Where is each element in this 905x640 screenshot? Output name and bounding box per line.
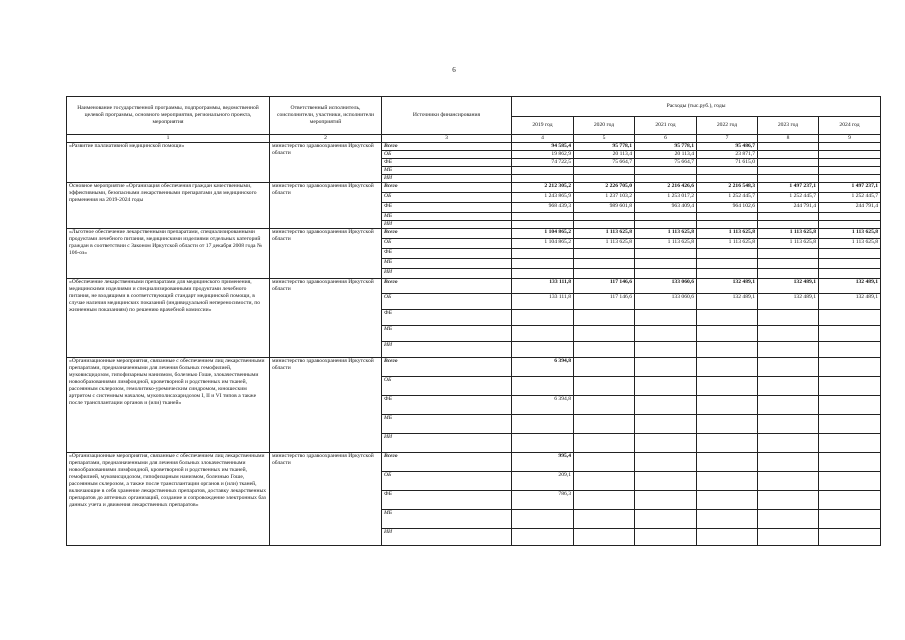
expense-value <box>697 434 758 453</box>
expense-value <box>697 175 758 183</box>
expense-value: 71 615,0 <box>697 159 758 167</box>
expense-value <box>574 342 635 358</box>
header-source: Источники финансирования <box>382 97 512 135</box>
funding-source: Всего <box>382 358 512 377</box>
expense-value <box>819 221 881 229</box>
expense-value: 132 489,1 <box>697 279 758 294</box>
expense-value <box>819 159 881 167</box>
expense-value <box>758 167 819 175</box>
funding-source: ФБ <box>382 396 512 415</box>
program-name: «Льготное обеспечение лекарственными препаратами, специализированными продуктами лечебного питания, медицинскими изделиями отдельных категорий граждан в соответствии с Законом Иркутской области от 17 декабря 2008 года № 106-оз» <box>67 229 270 279</box>
expense-value: 75 664,7 <box>574 159 635 167</box>
header-year: 2021 год <box>635 117 697 135</box>
expense-value: 6 394,8 <box>512 358 574 377</box>
expense-value <box>697 167 758 175</box>
expense-value: 95 486,7 <box>697 143 758 151</box>
expense-value <box>574 377 635 396</box>
table-row <box>67 143 881 151</box>
expense-value <box>819 167 881 175</box>
expense-value <box>574 326 635 342</box>
expense-value <box>635 453 697 472</box>
expense-value <box>635 167 697 175</box>
program-name: «Организационные мероприятия, связанные с обеспечением лиц лекарственными препаратами, предназначенными для лечения больных злокачественными новообразованиями лимфоидной, кроветворной и родственных им тканей, гемофилией, муковисцидозом, гипофизарным нанизмом, болезнью Гоше, рассеянным склерозом, а также после трансплантации органов и (или) тканей, включающие в себя хранение лекарственных препаратов, доставку лекарственных препаратов до аптечных организаций, создание и сопровождение электронных баз данных учета и движения лекарственных препаратов» <box>67 453 270 546</box>
expense-value <box>574 491 635 510</box>
expense-value <box>635 342 697 358</box>
expense-value: 74 722,5 <box>512 159 574 167</box>
expense-value: 1 113 625,8 <box>574 229 635 239</box>
expense-value <box>697 491 758 510</box>
expense-value: 132 489,1 <box>819 279 881 294</box>
expense-value <box>574 259 635 269</box>
expense-value: 2 212 305,2 <box>512 183 574 193</box>
expense-value <box>512 221 574 229</box>
expense-value: 1 237 103,2 <box>574 193 635 203</box>
header-executor: Ответственный исполнитель, соисполнители, участники, исполнители мероприятий <box>270 97 382 135</box>
expense-value: 244 791,4 <box>819 203 881 213</box>
expense-value <box>819 491 881 510</box>
column-number: 7 <box>697 135 758 143</box>
funding-source: ОБ <box>382 472 512 491</box>
expense-value <box>758 269 819 279</box>
funding-source: ФБ <box>382 249 512 259</box>
expense-value <box>758 453 819 472</box>
expense-value <box>574 529 635 546</box>
executor-cell: министерство здравоохранения Иркутской области <box>270 358 382 453</box>
table-row <box>67 183 881 193</box>
funding-source: МБ <box>382 510 512 529</box>
expense-value: 117 146,6 <box>574 279 635 294</box>
expense-value <box>635 259 697 269</box>
expense-value <box>512 310 574 326</box>
expense-value <box>697 415 758 434</box>
expense-value <box>635 472 697 491</box>
expense-value <box>635 529 697 546</box>
expense-value <box>819 259 881 269</box>
expense-value <box>819 358 881 377</box>
expense-value <box>758 143 819 151</box>
expense-value <box>697 326 758 342</box>
table-row <box>67 358 881 377</box>
header-name: Наименование государственной программы, подпрограммы, ведомственной целевой программы, основного мероприятия, регионального проекта, мероприятия <box>67 97 270 135</box>
funding-source: МБ <box>382 326 512 342</box>
expense-value: 6 394,8 <box>512 396 574 415</box>
expense-value <box>635 434 697 453</box>
expense-value: 132 489,1 <box>819 294 881 310</box>
header-year: 2023 год <box>758 117 819 135</box>
expense-value <box>819 377 881 396</box>
expense-value <box>697 221 758 229</box>
program-name: Основное мероприятие «Организация обеспечения граждан качественными, эффективными, безопасными лекарственными препаратами для медицинского применения на 2019-2024 годы <box>67 183 270 229</box>
funding-source: Всего <box>382 229 512 239</box>
expense-value <box>574 510 635 529</box>
budget-table <box>66 96 881 546</box>
funding-source: ФБ <box>382 159 512 167</box>
expense-value <box>819 434 881 453</box>
expense-value <box>697 269 758 279</box>
expense-value: 132 489,1 <box>697 294 758 310</box>
funding-source: ОБ <box>382 294 512 310</box>
expense-value <box>635 213 697 221</box>
table-body <box>67 143 881 546</box>
expense-value: 117 146,6 <box>574 294 635 310</box>
expense-value <box>574 415 635 434</box>
expense-value: 133 060,6 <box>635 294 697 310</box>
expense-value: 19 862,9 <box>512 151 574 159</box>
expense-value <box>819 151 881 159</box>
expense-value <box>635 249 697 259</box>
expense-value: 1 104 865,2 <box>512 239 574 249</box>
table-row <box>67 453 881 472</box>
expense-value: 133 111,8 <box>512 279 574 294</box>
funding-source: МБ <box>382 415 512 434</box>
expense-value <box>574 221 635 229</box>
expense-value <box>819 472 881 491</box>
expense-value <box>512 529 574 546</box>
expense-value <box>574 175 635 183</box>
expense-value: 2 216 426,6 <box>635 183 697 193</box>
expense-value <box>819 143 881 151</box>
funding-source: ИИ <box>382 221 512 229</box>
expense-value <box>512 377 574 396</box>
expense-value <box>635 510 697 529</box>
expense-value <box>697 472 758 491</box>
column-number: 3 <box>382 135 512 143</box>
expense-value: 1 113 625,8 <box>758 239 819 249</box>
expense-value <box>758 151 819 159</box>
funding-source: МБ <box>382 259 512 269</box>
expense-value <box>574 453 635 472</box>
expense-value: 75 664,7 <box>635 159 697 167</box>
expense-value: 1 497 237,1 <box>758 183 819 193</box>
expense-value <box>758 249 819 259</box>
column-number: 1 <box>67 135 270 143</box>
funding-source: ОБ <box>382 193 512 203</box>
expense-value: 1 113 625,8 <box>574 239 635 249</box>
program-name: «Организационные мероприятия, связанные с обеспечением лиц лекарственными препаратами, предназначенными для лечения больных гемофилией, муковисцидозом, гипофизарным нанизмом, болезнью Гоше, злокачественными новообразованиями лимфоидной, кроветворной и родственных им тканей, рассеянным склерозом, гемолитико-уремическим синдромом, юношеским артритом с системным началом, мукополисахаридозом I, II и VI типов а также после трансплантации органов и (или) тканей» <box>67 358 270 453</box>
expense-value <box>635 310 697 326</box>
expense-value <box>512 167 574 175</box>
expense-value <box>512 249 574 259</box>
expense-value <box>574 249 635 259</box>
expense-value <box>758 310 819 326</box>
expense-value <box>819 396 881 415</box>
expense-value <box>512 259 574 269</box>
expense-value <box>758 159 819 167</box>
expense-value <box>758 213 819 221</box>
expense-value <box>512 269 574 279</box>
expense-value: 1 253 017,2 <box>635 193 697 203</box>
expense-value: 786,3 <box>512 491 574 510</box>
expense-value: 1 113 625,8 <box>697 239 758 249</box>
expense-value: 23 871,7 <box>697 151 758 159</box>
funding-source: ФБ <box>382 491 512 510</box>
expense-value <box>697 358 758 377</box>
executor-cell: министерство здравоохранения Иркутской области <box>270 183 382 229</box>
expense-value <box>819 529 881 546</box>
expense-value <box>758 342 819 358</box>
funding-source: ОБ <box>382 151 512 159</box>
expense-value: 20 113,4 <box>574 151 635 159</box>
funding-source: Всего <box>382 453 512 472</box>
expense-value <box>758 358 819 377</box>
funding-source: ОБ <box>382 377 512 396</box>
expense-value <box>697 510 758 529</box>
expense-value <box>512 510 574 529</box>
expense-value: 94 585,4 <box>512 143 574 151</box>
expense-value <box>574 269 635 279</box>
expense-value: 1 113 625,8 <box>758 229 819 239</box>
expense-value: 995,4 <box>512 453 574 472</box>
funding-source: ИИ <box>382 342 512 358</box>
expense-value <box>635 491 697 510</box>
expense-value <box>758 510 819 529</box>
program-name: «Обеспечение лекарственными препаратами для медицинского применения, медицинскими изделиями и специализированными продуктами лечебного питания, не входящими в соответствующий стандарт медицинской помощи, в случае наличия медицинских показаний (индивидуальной непереносимости, по жизненным показаниям) по решению врачебной комиссии» <box>67 279 270 358</box>
expense-value <box>697 342 758 358</box>
expense-value: 2 226 705,0 <box>574 183 635 193</box>
expense-value: 1 113 625,8 <box>819 239 881 249</box>
program-name: «Развитие паллиативной медицинской помощи» <box>67 143 270 183</box>
expense-value <box>635 415 697 434</box>
column-number: 6 <box>635 135 697 143</box>
expense-value <box>758 529 819 546</box>
expense-value <box>574 396 635 415</box>
expense-value <box>512 175 574 183</box>
expense-value: 209,1 <box>512 472 574 491</box>
expense-value <box>635 175 697 183</box>
table-row <box>67 279 881 294</box>
expense-value <box>512 213 574 221</box>
expense-value <box>819 510 881 529</box>
expense-value <box>574 358 635 377</box>
executor-cell: министерство здравоохранения Иркутской области <box>270 279 382 358</box>
expense-value: 95 778,1 <box>635 143 697 151</box>
expense-value: 1 104 865,2 <box>512 229 574 239</box>
expense-value: 244 791,4 <box>758 203 819 213</box>
expense-value <box>512 326 574 342</box>
expense-value: 133 111,8 <box>512 294 574 310</box>
executor-cell: министерство здравоохранения Иркутской области <box>270 143 382 183</box>
expense-value <box>697 213 758 221</box>
expense-value <box>697 453 758 472</box>
expense-value <box>819 342 881 358</box>
expense-value <box>758 396 819 415</box>
expense-value <box>758 259 819 269</box>
expense-value: 132 489,1 <box>758 294 819 310</box>
expense-value <box>758 491 819 510</box>
expense-value <box>574 213 635 221</box>
expense-value: 1 113 625,8 <box>819 229 881 239</box>
funding-source: ОБ <box>382 239 512 249</box>
expense-value <box>697 377 758 396</box>
header-year: 2019 год <box>512 117 574 135</box>
column-number: 5 <box>574 135 635 143</box>
expense-value: 20 113,4 <box>635 151 697 159</box>
header-year: 2022 год <box>697 117 758 135</box>
expense-value: 132 489,1 <box>758 279 819 294</box>
funding-source: Всего <box>382 279 512 294</box>
expense-value <box>635 358 697 377</box>
column-number: 8 <box>758 135 819 143</box>
expense-value <box>819 249 881 259</box>
executor-cell: министерство здравоохранения Иркутской области <box>270 453 382 546</box>
expense-value <box>635 326 697 342</box>
expense-value: 968 439,3 <box>512 203 574 213</box>
expense-value: 1 252 445,7 <box>758 193 819 203</box>
funding-source: Всего <box>382 143 512 151</box>
expense-value <box>758 221 819 229</box>
column-number: 4 <box>512 135 574 143</box>
funding-source: МБ <box>382 167 512 175</box>
expense-value <box>819 415 881 434</box>
expense-value <box>512 434 574 453</box>
expense-value <box>512 342 574 358</box>
expense-value <box>758 472 819 491</box>
expense-value <box>758 377 819 396</box>
expense-value: 95 778,1 <box>574 143 635 151</box>
column-number: 2 <box>270 135 382 143</box>
funding-source: ИИ <box>382 175 512 183</box>
funding-source: ФБ <box>382 203 512 213</box>
expense-value <box>819 269 881 279</box>
expense-value <box>758 175 819 183</box>
funding-source: Всего <box>382 183 512 193</box>
expense-value <box>574 310 635 326</box>
header-year: 2020 год <box>574 117 635 135</box>
header-expenses: Расходы (тыс.руб.), годы <box>512 97 881 117</box>
expense-value <box>758 415 819 434</box>
expense-value <box>819 213 881 221</box>
expense-value <box>697 310 758 326</box>
funding-source: ИИ <box>382 434 512 453</box>
expense-value <box>635 221 697 229</box>
executor-cell: министерство здравоохранения Иркутской области <box>270 229 382 279</box>
expense-value <box>635 396 697 415</box>
expense-value <box>758 434 819 453</box>
expense-value <box>819 326 881 342</box>
expense-value <box>819 310 881 326</box>
column-number: 9 <box>819 135 881 143</box>
page-number: 6 <box>452 66 456 74</box>
expense-value: 1 113 625,8 <box>697 229 758 239</box>
funding-source: ИИ <box>382 529 512 546</box>
expense-value <box>697 396 758 415</box>
expense-value: 963 409,4 <box>635 203 697 213</box>
funding-source: ФБ <box>382 310 512 326</box>
expense-value: 964 102,6 <box>697 203 758 213</box>
expense-value: 1 252 445,7 <box>819 193 881 203</box>
expense-value: 1 113 625,8 <box>635 229 697 239</box>
expense-value: 133 060,6 <box>635 279 697 294</box>
expense-value <box>697 259 758 269</box>
expense-value <box>574 472 635 491</box>
expense-value <box>819 175 881 183</box>
expense-value: 989 601,8 <box>574 203 635 213</box>
expense-value: 1 252 445,7 <box>697 193 758 203</box>
expense-value <box>635 269 697 279</box>
expense-value <box>574 167 635 175</box>
expense-value: 1 113 625,8 <box>635 239 697 249</box>
expense-value <box>819 453 881 472</box>
funding-source: МБ <box>382 213 512 221</box>
expense-value <box>512 415 574 434</box>
table-row <box>67 229 881 239</box>
expense-value <box>758 326 819 342</box>
expense-value <box>635 377 697 396</box>
funding-source: ИИ <box>382 269 512 279</box>
expense-value <box>697 529 758 546</box>
expense-value: 1 497 237,1 <box>819 183 881 193</box>
expense-value <box>697 249 758 259</box>
expense-value <box>574 434 635 453</box>
expense-value: 2 216 548,3 <box>697 183 758 193</box>
expense-value: 1 243 865,9 <box>512 193 574 203</box>
header-year: 2024 год <box>819 117 881 135</box>
